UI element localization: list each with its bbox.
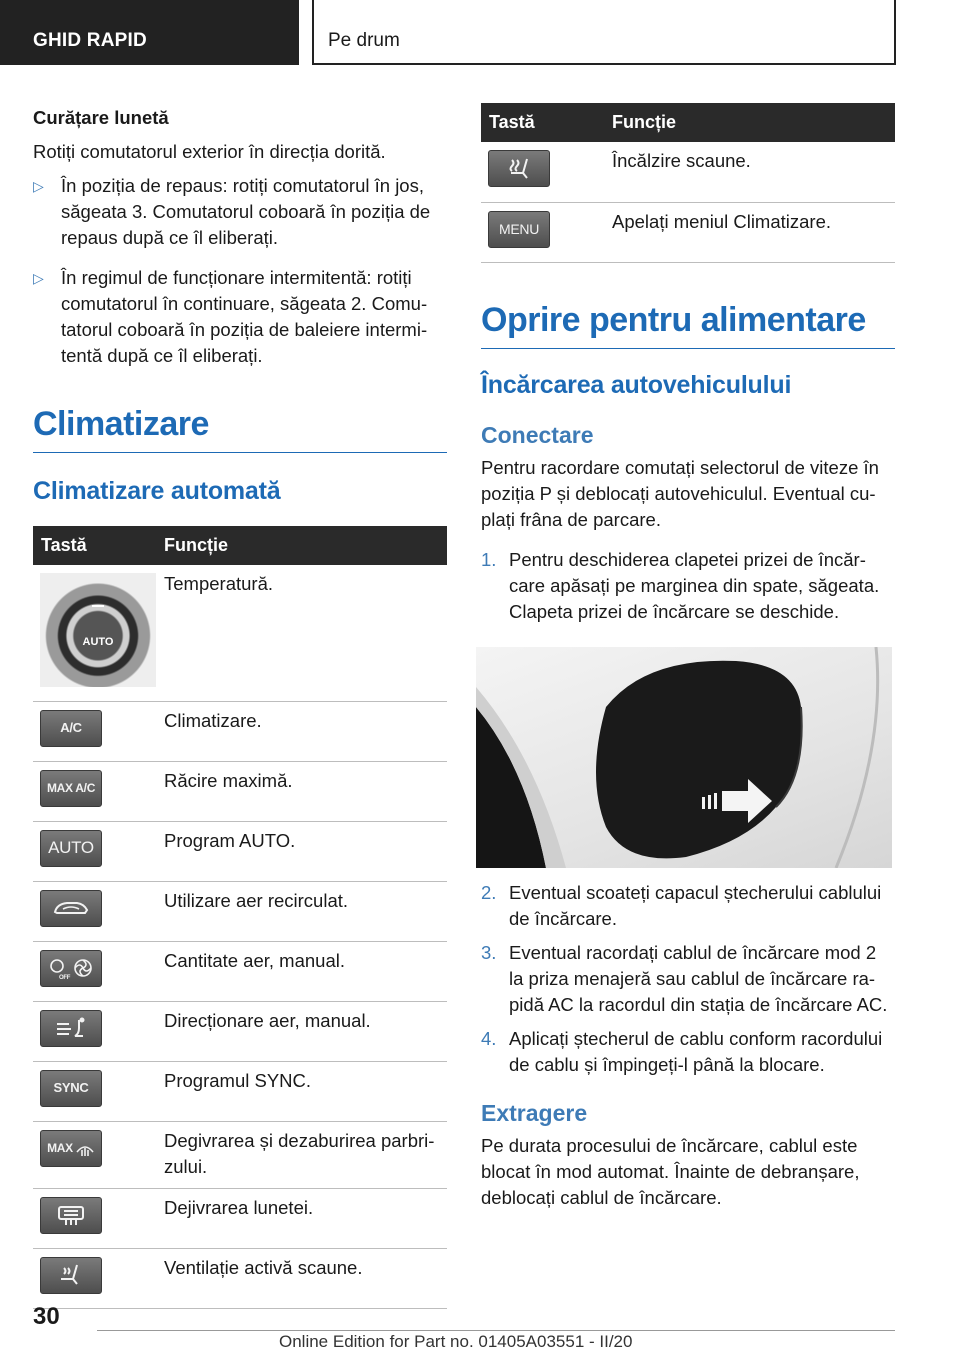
- header-chapter-tab: [312, 0, 896, 65]
- table-header-function: Funcție: [156, 526, 447, 565]
- right-column: [481, 103, 895, 1211]
- step-item: 3. Eventual racordați cablul de încărcare mod 2 la priza menajeră sau cablul de încărcare rapidă AC la racordul din stația de încărcare AC.: [481, 941, 888, 1015]
- triangle-bullet-icon: ▷: [33, 178, 44, 194]
- table-row: A/C Climatizare.: [33, 701, 447, 761]
- auto-key-icon: AUTO: [40, 830, 102, 867]
- heading-connect: Conectare: [481, 421, 594, 448]
- page-number: 30: [33, 1303, 60, 1330]
- table-row: Încălzire scaune.: [481, 142, 895, 202]
- table-header-function: Funcție: [604, 103, 895, 142]
- table-row: Direcționare aer, manual.: [33, 1001, 447, 1061]
- subsection-heading-automatic-climate: Climatizare automată: [33, 477, 281, 505]
- climate-keys-table: [33, 526, 447, 1309]
- svg-text:OFF: OFF: [59, 975, 71, 981]
- connect-intro: Pentru racordare comutați selectorul de viteze în poziția P și deblocați autovehiculul. Eventual cuplați frâna de parcare.: [481, 456, 879, 530]
- ac-key-icon: A/C: [40, 710, 102, 747]
- table-header-row: [33, 526, 447, 565]
- step-item: 1. Pentru deschiderea clapetei prizei de încărcare apăsați pe marginea din spate, săgeata. Clapeta prizei de încărcare se deschide.: [481, 548, 880, 622]
- table-row: AUTO Program AUTO.: [33, 821, 447, 881]
- table-row: AUTO Temperatură.: [33, 565, 447, 701]
- section-heading-climatizare: Climatizare: [33, 405, 447, 453]
- subsection-heading-charging: Încărcarea autovehiculului: [481, 370, 792, 399]
- table-row: Ventilație activă scaune.: [33, 1248, 447, 1308]
- step-item: 2. Eventual scoateți capacul ștecherului cablului de încărcare.: [481, 881, 882, 929]
- header-section-label: GHID RAPID: [33, 30, 147, 51]
- max-ac-key-icon: MAX A/C: [40, 770, 102, 807]
- table-row: MAX Degivrarea și dezaburirea parbrizului.: [33, 1121, 447, 1188]
- header-chapter-label: Pe drum: [328, 30, 400, 51]
- footer-divider: [97, 1330, 895, 1331]
- air-distribution-key-icon: [40, 1010, 102, 1047]
- wiper-intro: Rotiți comutatorul exterior în direcția dorită.: [33, 141, 386, 162]
- left-column: [33, 100, 447, 1309]
- table-row: MAX A/C Răcire maximă.: [33, 761, 447, 821]
- footer-edition: Online Edition for Part no. 01405A03551 - II/20: [279, 1332, 633, 1351]
- extract-text: Pe durata procesului de încărcare, cablul este blocat în mod automat. Înainte de debranșare, deblocați cablul de încărcare.: [481, 1134, 860, 1208]
- table-header-key: Tastă: [481, 103, 604, 142]
- recirculation-key-icon: [40, 890, 102, 927]
- wiper-bullet: ▷ În poziția de repaus: rotiți comutatorul în jos, săgeata 3. Comutatorul coboară în poziția de repaus după ce îl eliberați.: [33, 175, 431, 248]
- table-row: Utilizare aer recirculat.: [33, 881, 447, 941]
- fan-key-icon: [40, 950, 102, 987]
- heading-extract: Extragere: [481, 1099, 588, 1126]
- table-row: OFF Cantitate aer, manual.: [33, 941, 447, 1001]
- table-row: Dejivrarea lunetei.: [33, 1188, 447, 1248]
- sync-key-icon: SYNC: [40, 1070, 102, 1107]
- table-row: SYNC Programul SYNC.: [33, 1061, 447, 1121]
- table-header-key: Tastă: [33, 526, 156, 565]
- charging-flap-photo: [476, 647, 892, 868]
- wiper-title: Curățare lunetă: [33, 107, 169, 128]
- triangle-bullet-icon: ▷: [33, 270, 44, 286]
- rear-defrost-key-icon: [40, 1197, 102, 1234]
- table-row: MENU Apelați meniul Climatizare.: [481, 202, 895, 262]
- seat-heating-key-icon: [488, 150, 550, 187]
- seat-menu-keys-table: [481, 103, 895, 263]
- header-section-tab: [0, 0, 299, 65]
- step-item: 4. Aplicați ștecherul de cablu conform racordului de cablu și împingeți-l până la blocare.: [481, 1027, 883, 1075]
- table-header-row: [481, 103, 895, 142]
- temperature-dial-icon: AUTO: [40, 573, 156, 687]
- section-heading-refuel: Oprire pentru alimentare: [481, 301, 895, 349]
- seat-ventilation-key-icon: [40, 1257, 102, 1294]
- wiper-bullet: ▷ În regimul de funcționare intermitentă: rotiți comutatorul în continuare, săgeata 2. Comutatorul coboară în poziția de baleiere intermitentă după ce îl eliberați.: [33, 267, 428, 366]
- max-defrost-key-icon: MAX: [40, 1130, 102, 1167]
- menu-key-icon: MENU: [488, 211, 550, 248]
